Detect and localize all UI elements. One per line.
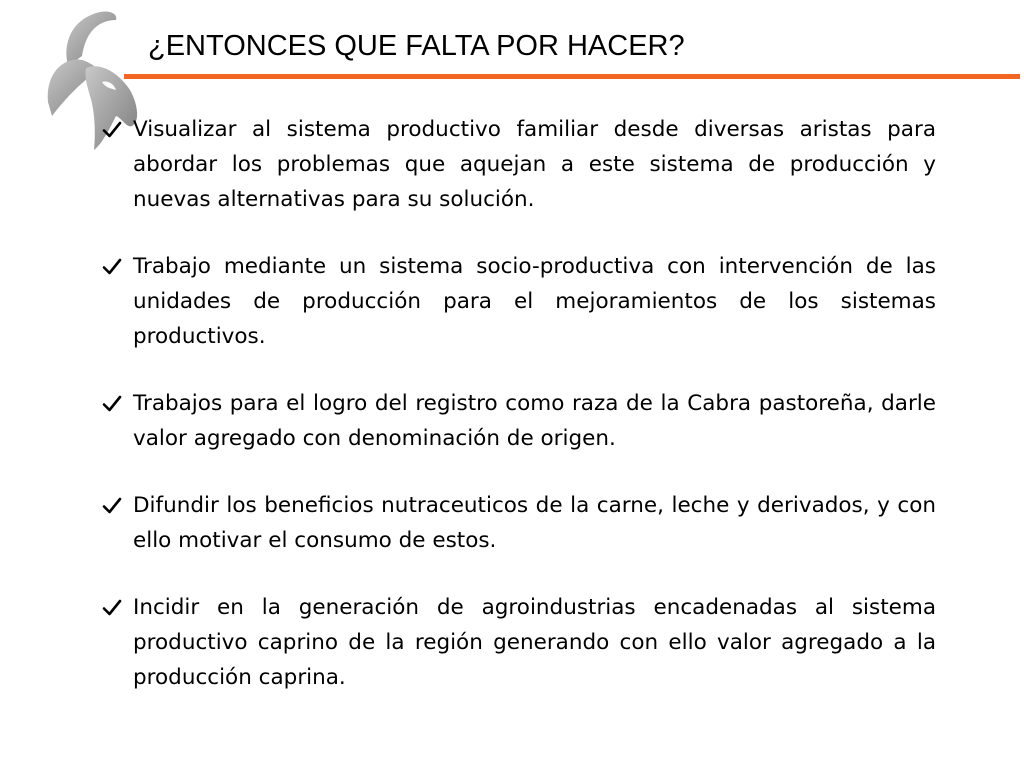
list-item xyxy=(98,386,936,456)
check-icon xyxy=(102,258,122,276)
bullet-list xyxy=(98,112,936,727)
check-icon xyxy=(102,599,122,617)
title-underline xyxy=(124,74,1020,79)
slide-title: ¿ENTONCES QUE FALTA POR HACER? xyxy=(148,30,685,62)
bullet-text: Visualizar al sistema productivo familiar desde diversas aristas para abordar los problemas que aquejan a este sistema de producción y nuevas alternativas para su solución. xyxy=(133,117,936,212)
bullet-text: Difundir los beneficios nutraceuticos de la carne, leche y derivados, y con ello motivar el consumo de estos. xyxy=(133,493,936,553)
check-icon xyxy=(102,497,122,515)
list-item xyxy=(98,249,936,354)
bullet-text: Trabajos para el logro del registro como raza de la Cabra pastoreña, darle valor agregado con denominación de origen. xyxy=(133,391,936,451)
bullet-text: Trabajo mediante un sistema socio-productiva con intervención de las unidades de producción para el mejoramientos de los sistemas productivos. xyxy=(133,254,936,349)
list-item xyxy=(98,488,936,558)
list-item xyxy=(98,112,936,217)
list-item xyxy=(98,590,936,695)
check-icon xyxy=(102,395,122,413)
bullet-text: Incidir en la generación de agroindustrias encadenadas al sistema productivo caprino de la región generando con ello valor agregado a la producción caprina. xyxy=(133,595,936,690)
check-icon xyxy=(102,121,122,139)
